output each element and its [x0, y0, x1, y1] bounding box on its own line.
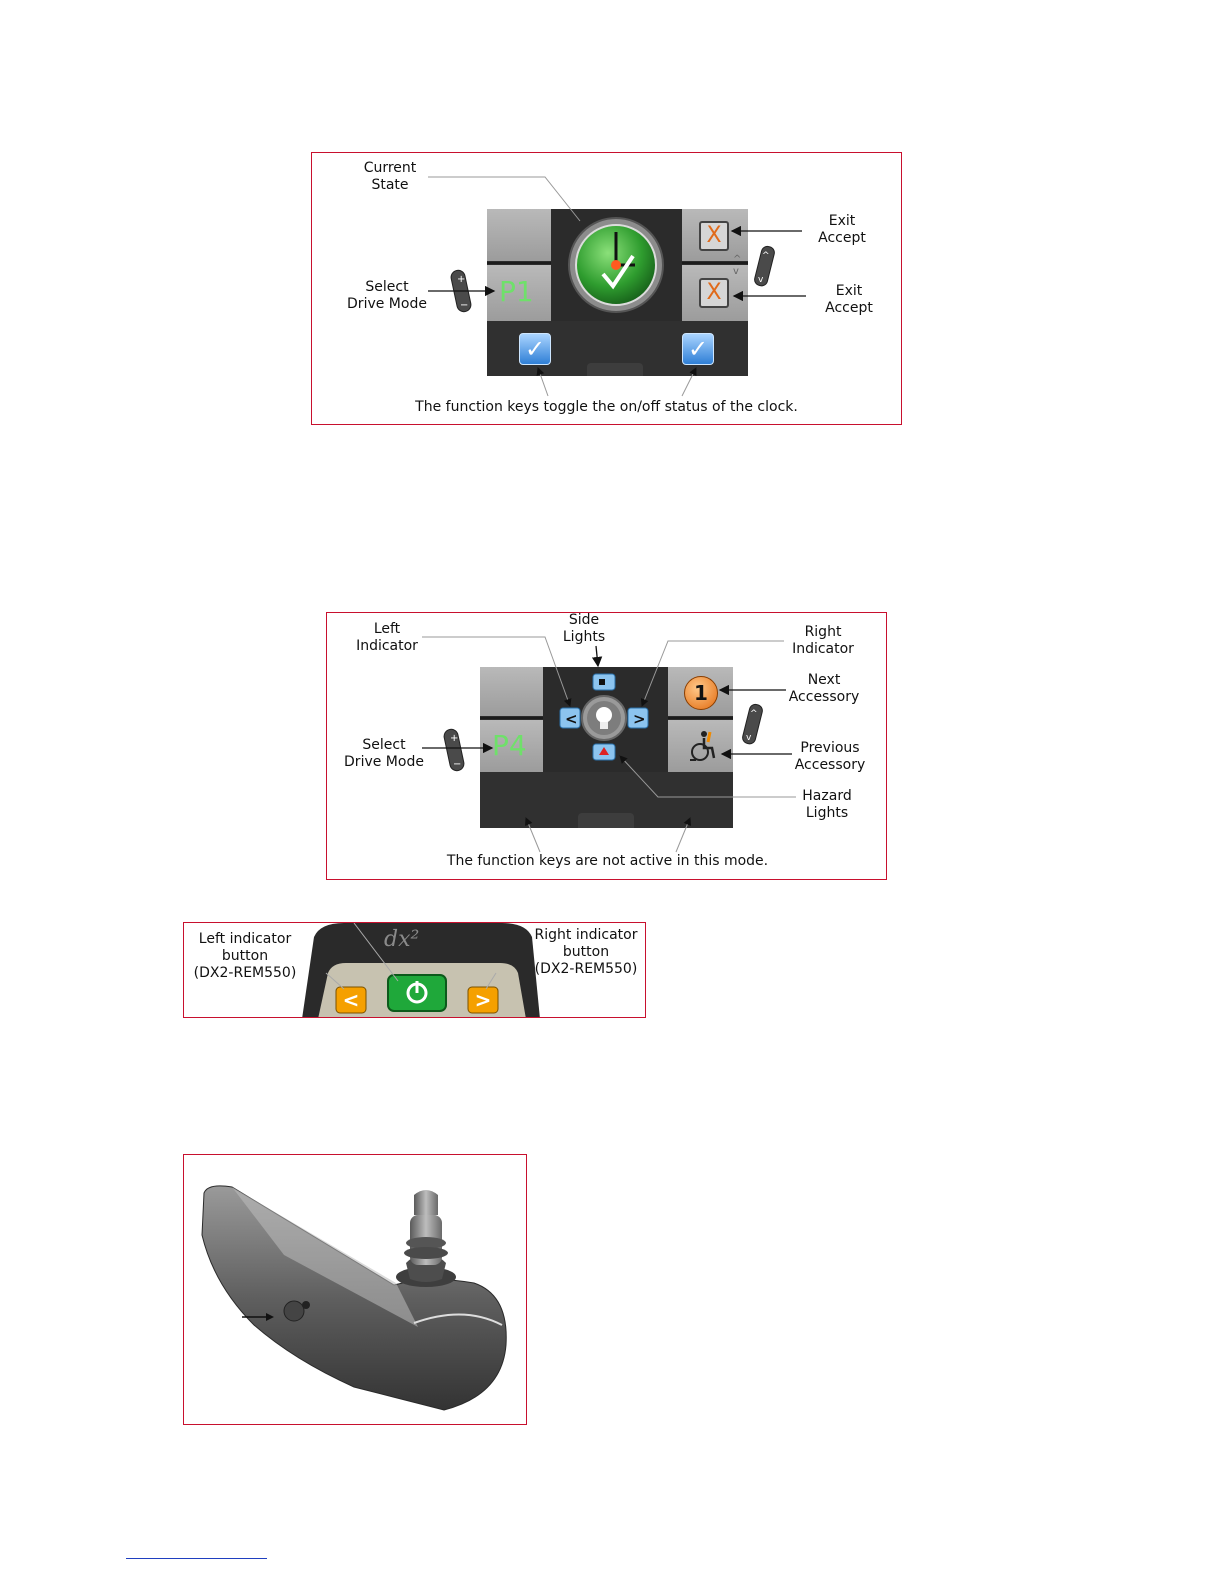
svg-text:−: −	[453, 759, 462, 770]
label-right-indicator-button: Right indicator button (DX2-REM550)	[534, 927, 638, 977]
svg-text:^: ^	[733, 254, 742, 265]
svg-text:v: v	[758, 275, 764, 285]
exit-accept-top-button[interactable]: X	[699, 221, 729, 251]
figure-indicator-buttons	[183, 922, 646, 1018]
svg-text:^: ^	[762, 251, 770, 261]
caption-lights: The function keys are not active in this mode.	[446, 853, 769, 869]
label-left-indicator-button: Left indicator button (DX2-REM550)	[193, 931, 297, 981]
svg-text:−: −	[460, 300, 469, 311]
function-key-left-check[interactable]: ✓	[519, 333, 551, 365]
svg-text:<: <	[565, 710, 578, 728]
svg-text:v: v	[746, 733, 752, 743]
label-left-indicator: Left Indicator	[356, 621, 418, 654]
svg-text:+: +	[450, 733, 459, 744]
label-exit-accept-bottom: Exit Accept	[825, 283, 873, 316]
label-previous-accessory: Previous Accessory	[794, 740, 866, 773]
drive-profile-p4: P4	[492, 729, 527, 762]
label-select-drive-mode: Select Drive Mode	[347, 279, 427, 312]
svg-text:v: v	[733, 266, 739, 277]
joystick-controller-image	[184, 1155, 527, 1425]
svg-text:+: +	[457, 274, 466, 285]
label-hazard-lights: Hazard Lights	[802, 788, 852, 821]
dx2-logo: dx²	[384, 927, 420, 952]
caption-clock: The function keys toggle the on/off status of the clock.	[415, 399, 798, 415]
function-key-right-check[interactable]: ✓	[682, 333, 714, 365]
next-accessory-icon: 1	[684, 676, 718, 710]
label-current-state: Current State	[363, 160, 417, 193]
svg-text:>: >	[633, 710, 646, 728]
label-exit-accept-top: Exit Accept	[818, 213, 866, 246]
label-select-drive-mode-2: Select Drive Mode	[344, 737, 424, 770]
label-side-lights: Side Lights	[562, 612, 606, 645]
footer-link-underline	[126, 1558, 267, 1559]
figure-joystick-side	[183, 1154, 527, 1425]
svg-text:^: ^	[750, 709, 758, 719]
right-indicator-button[interactable]: >	[474, 988, 492, 1012]
exit-accept-bottom-button[interactable]: X	[699, 278, 729, 308]
label-right-indicator: Right Indicator	[792, 624, 854, 657]
drive-profile-p1: P1	[499, 275, 534, 308]
label-next-accessory: Next Accessory	[788, 672, 860, 705]
left-indicator-button[interactable]: <	[342, 988, 360, 1012]
